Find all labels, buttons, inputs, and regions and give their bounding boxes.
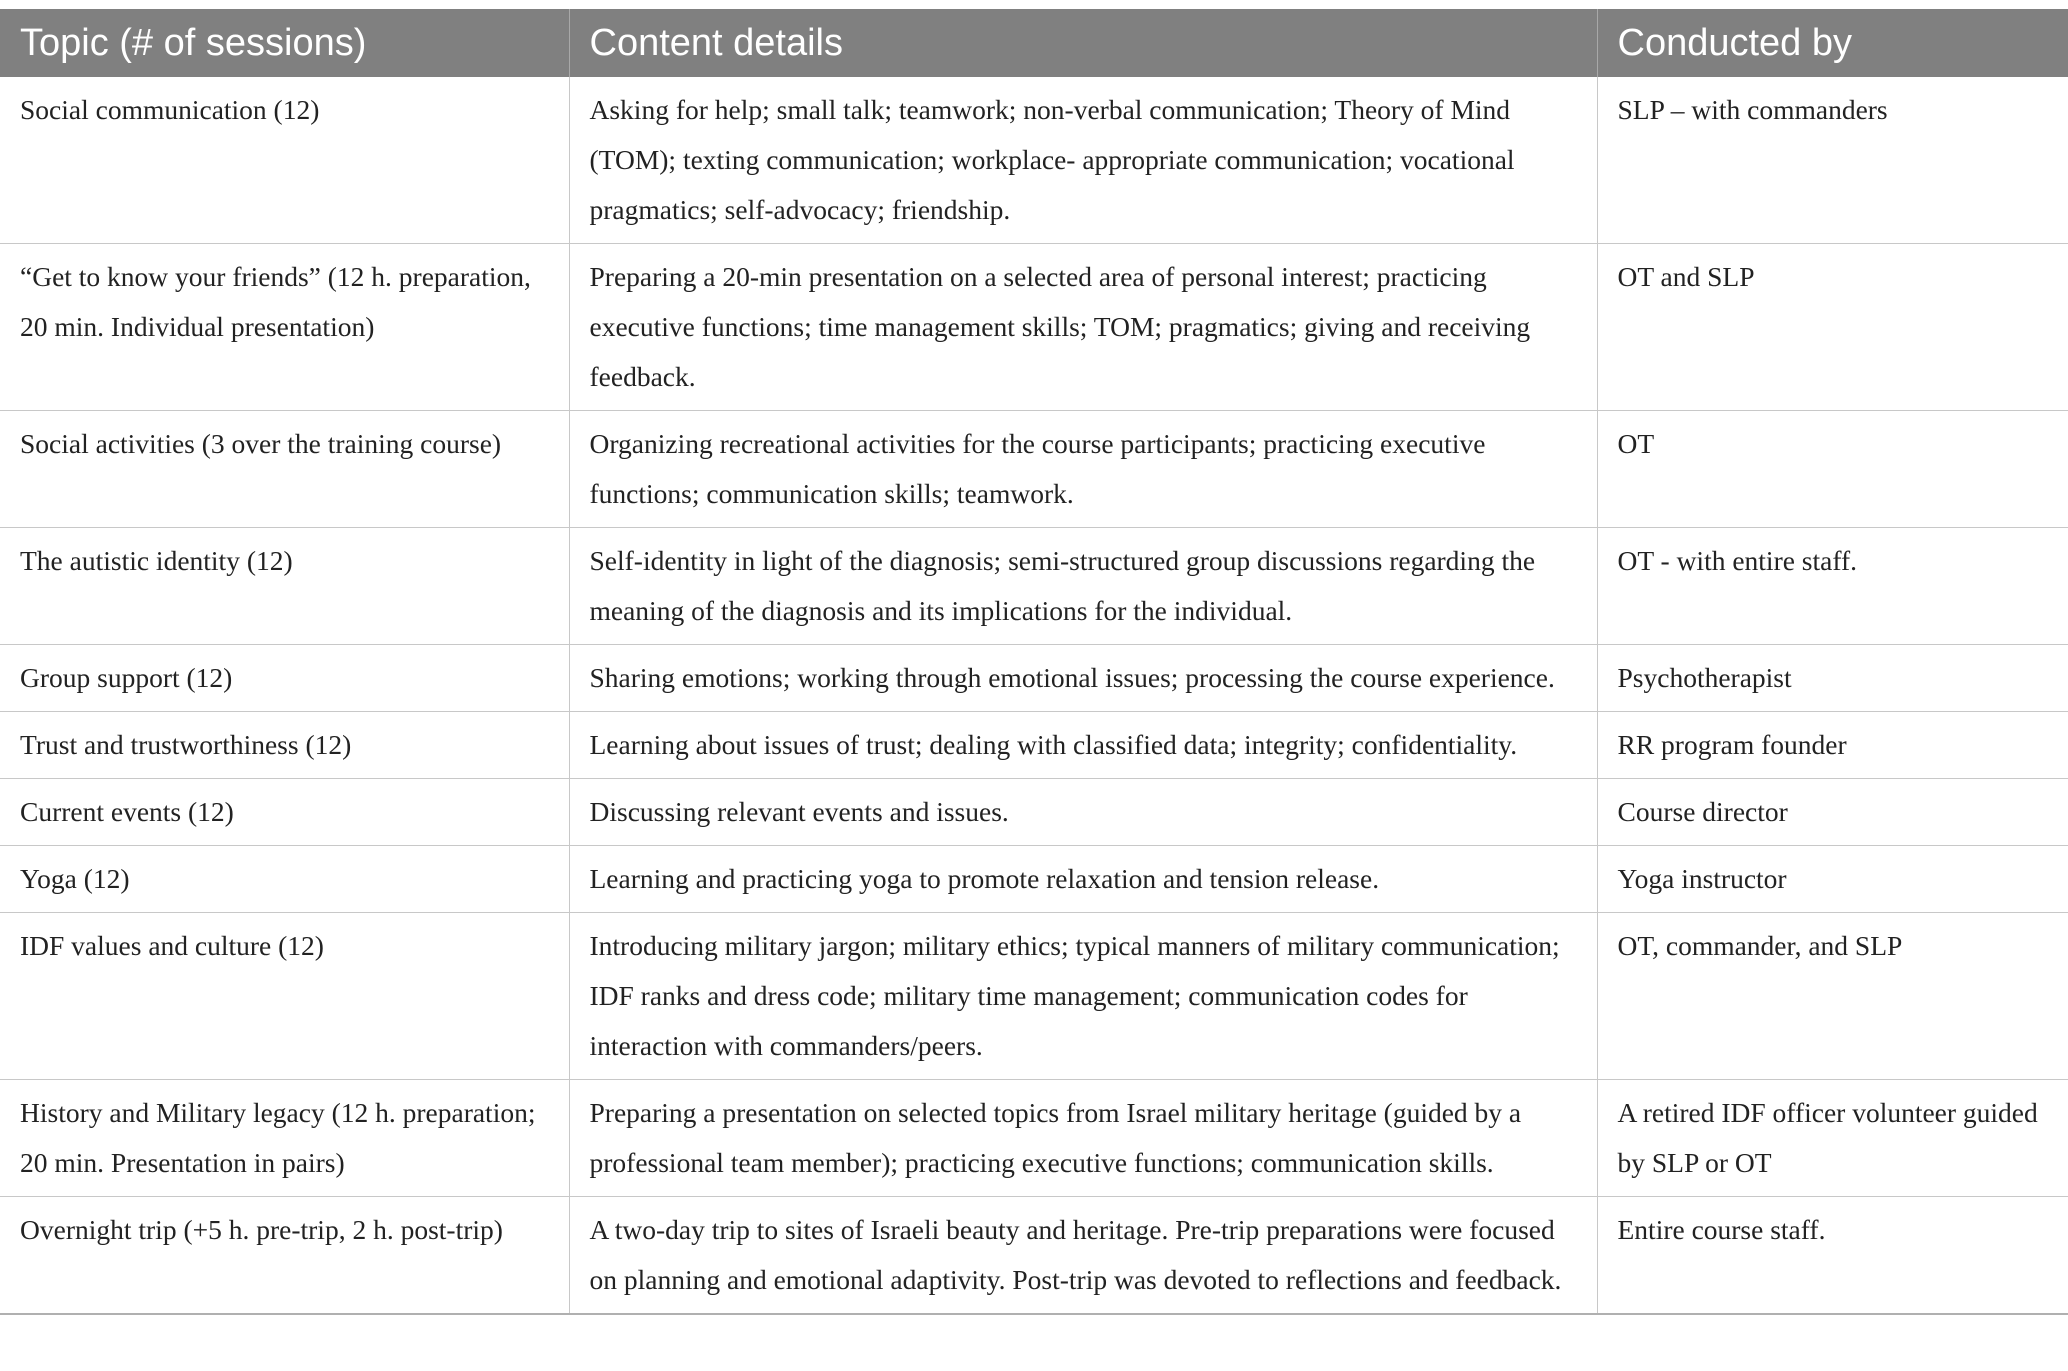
content-cell: Introducing military jargon; military ethics; typical manners of military communication; IDF ranks and dress code; military time management; communication codes for interaction with commanders/peers. [569,913,1597,1080]
sessions-table [0,9,2068,1315]
topic-cell: “Get to know your friends” (12 h. preparation, 20 min. Individual presentation) [0,244,569,411]
table-header [0,9,2068,77]
table-row [0,712,2068,779]
sessions-table-container [0,9,2068,1315]
table-row [0,645,2068,712]
table-row [0,1197,2068,1315]
content-cell: Learning and practicing yoga to promote relaxation and tension release. [569,846,1597,913]
content-cell: Preparing a presentation on selected topics from Israel military heritage (guided by a professional team member); practicing executive functions; communication skills. [569,1080,1597,1197]
conducted-by-cell: SLP – with commanders [1597,77,2068,244]
conducted-by-cell: Course director [1597,779,2068,846]
table-row [0,77,2068,244]
content-cell: A two-day trip to sites of Israeli beauty and heritage. Pre-trip preparations were focused on planning and emotional adaptivity. Post-trip was devoted to reflections and feedback. [569,1197,1597,1315]
content-cell: Preparing a 20-min presentation on a selected area of personal interest; practicing executive functions; time management skills; TOM; pragmatics; giving and receiving feedback. [569,244,1597,411]
content-cell: Organizing recreational activities for the course participants; practicing executive functions; communication skills; teamwork. [569,411,1597,528]
conducted-by-cell: OT - with entire staff. [1597,528,2068,645]
topic-cell: Current events (12) [0,779,569,846]
conducted-by-cell: OT and SLP [1597,244,2068,411]
topic-cell: Overnight trip (+5 h. pre-trip, 2 h. post-trip) [0,1197,569,1315]
table-row [0,244,2068,411]
conducted-by-cell: Entire course staff. [1597,1197,2068,1315]
table-row [0,1080,2068,1197]
table-row [0,528,2068,645]
header-topic: Topic (# of sessions) [0,9,569,77]
header-conducted-by: Conducted by [1597,9,2068,77]
content-cell: Self-identity in light of the diagnosis; semi-structured group discussions regarding the meaning of the diagnosis and its implications for the individual. [569,528,1597,645]
header-content-details: Content details [569,9,1597,77]
topic-cell: History and Military legacy (12 h. preparation; 20 min. Presentation in pairs) [0,1080,569,1197]
table-row [0,913,2068,1080]
topic-cell: Group support (12) [0,645,569,712]
conducted-by-cell: RR program founder [1597,712,2068,779]
topic-cell: Social activities (3 over the training course) [0,411,569,528]
topic-cell: IDF values and culture (12) [0,913,569,1080]
topic-cell: Trust and trustworthiness (12) [0,712,569,779]
table-row [0,846,2068,913]
content-cell: Sharing emotions; working through emotional issues; processing the course experience. [569,645,1597,712]
conducted-by-cell: OT [1597,411,2068,528]
conducted-by-cell: OT, commander, and SLP [1597,913,2068,1080]
content-cell: Learning about issues of trust; dealing with classified data; integrity; confidentiality. [569,712,1597,779]
conducted-by-cell: A retired IDF officer volunteer guided by SLP or OT [1597,1080,2068,1197]
header-row [0,9,2068,77]
content-cell: Discussing relevant events and issues. [569,779,1597,846]
table-row [0,411,2068,528]
conducted-by-cell: Yoga instructor [1597,846,2068,913]
content-cell: Asking for help; small talk; teamwork; non-verbal communication; Theory of Mind (TOM); texting communication; workplace- appropriate communication; vocational pragmatics; self-advocacy; friendship. [569,77,1597,244]
topic-cell: Social communication (12) [0,77,569,244]
topic-cell: The autistic identity (12) [0,528,569,645]
conducted-by-cell: Psychotherapist [1597,645,2068,712]
table-body [0,77,2068,1314]
table-row [0,779,2068,846]
topic-cell: Yoga (12) [0,846,569,913]
